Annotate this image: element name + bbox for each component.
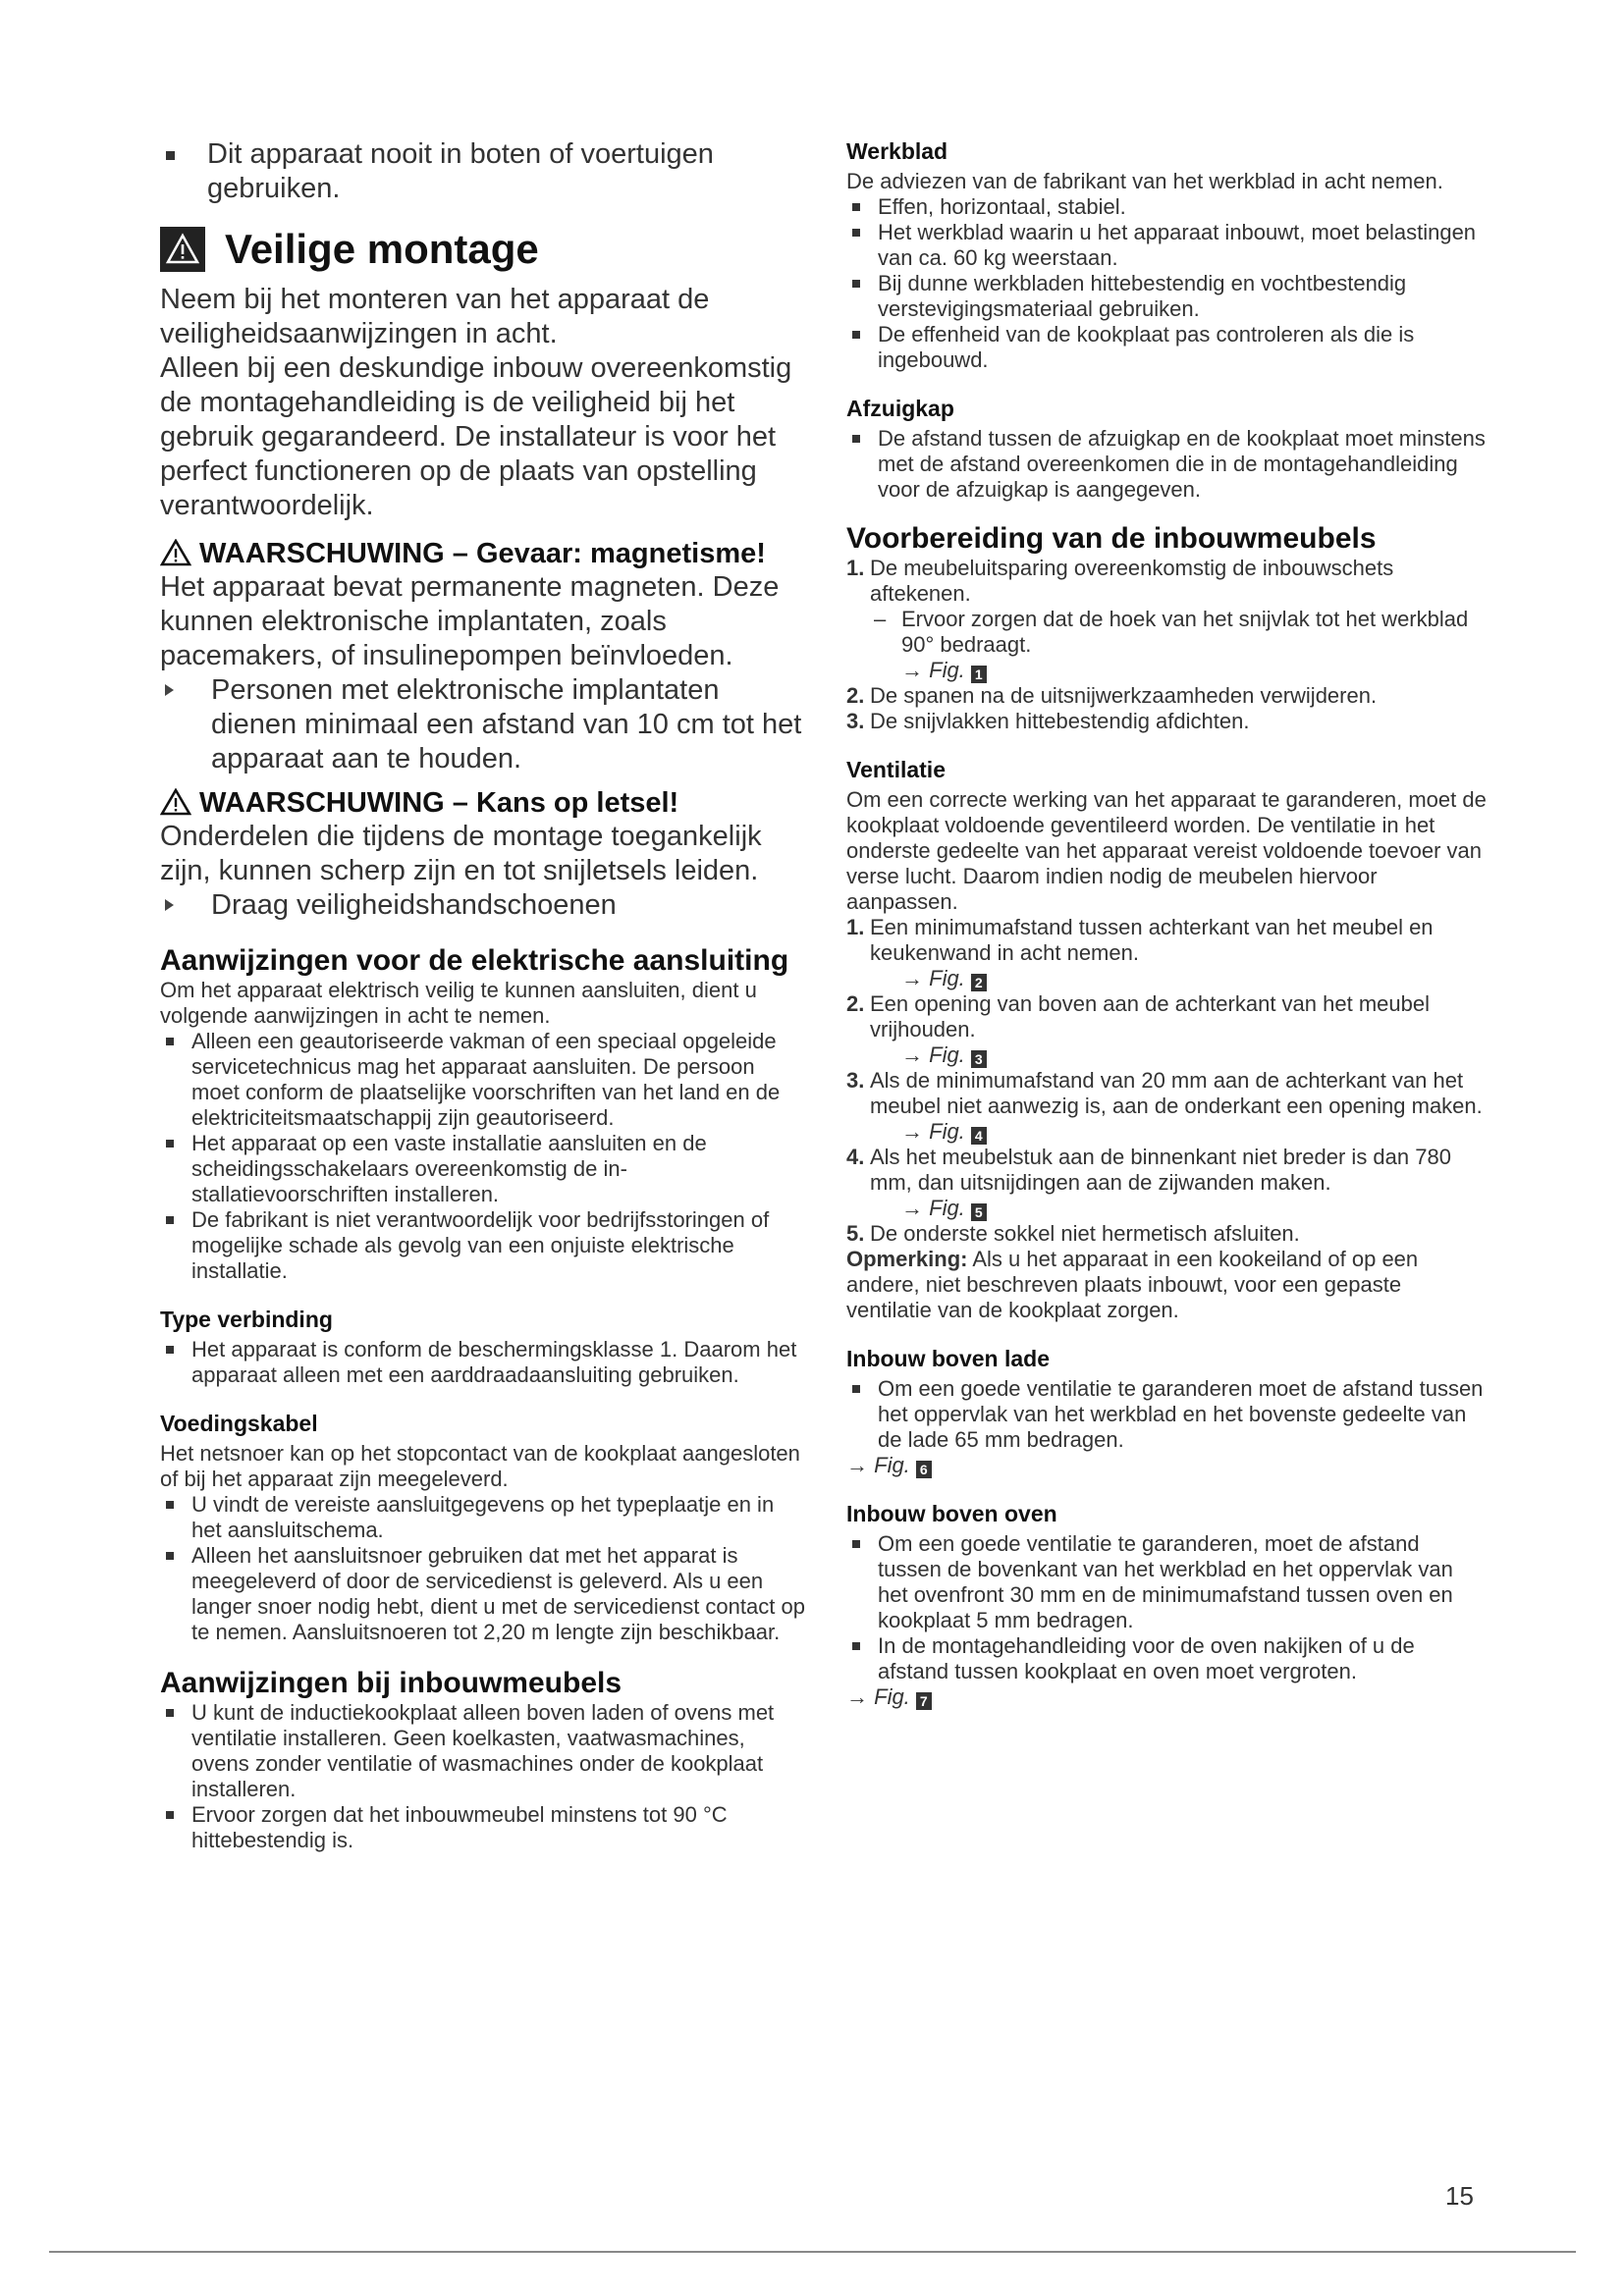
inbouwmeubels-heading: Aanwijzingen bij inbouwmeubels: [160, 1667, 623, 1699]
fig-label: Fig.: [874, 1453, 910, 1477]
list-item: De afstand tussen de afzuigkap en de kookplaat moet minstens met de afstand overeenkomen die in de montagehandleiding voor de afzuigkap is aangegeven.: [846, 426, 1487, 503]
warning-magnetisme-heading: [160, 537, 808, 570]
numbered-step: 3. Als de minimumafstand van 20 mm aan de achterkant van het meubel niet aanwezig is, aan de onderkant een opening maken.: [846, 1068, 1483, 1118]
step-text: Als het meubelstuk aan de binnenkant niet breder is dan 780 mm, dan uitsnijdingen aan de zijwanden maken.: [870, 1145, 1451, 1195]
paragraph: Om het apparaat elektrisch veilig te kunnen aansluiten, dient u volgende aanwijzingen in acht te nemen.: [160, 978, 757, 1028]
step-text: Als de minimumafstand van 20 mm aan de achterkant van het meubel niet aanwezig is, aan de onderkant een opening maken.: [870, 1068, 1483, 1118]
figure-number-badge: 1: [971, 666, 987, 683]
numbered-step: 4. Als het meubelstuk aan de binnenkant niet breder is dan 780 mm, dan uitsnijdingen aan de zijwanden maken.: [846, 1145, 1451, 1195]
paragraph: Alleen bij een deskundige inbouw overeenkomstig de montagehandleiding is de veiligheid bij het gebruik gegarandeerd. De installateur is voor het perfect functioneren op de plaats van opstelling verantwoordelijk.: [160, 352, 792, 521]
paragraph: Neem bij het monteren van het apparaat de veiligheidsaanwijzingen in acht.: [160, 284, 710, 349]
warning-triangle-icon: [160, 539, 191, 566]
warning-text: Het apparaat bevat permanente magneten. Deze kunnen elektronische implantaten, zoals pacemakers, of insulinepompen beïnvloeden.: [160, 571, 780, 671]
type-verbinding-heading: Type verbinding: [160, 1307, 333, 1332]
numbered-step: 1. Een minimumafstand tussen achterkant van het meubel en keukenwand in acht nemen.: [846, 915, 1434, 965]
list-item: Bij dunne werkbladen hittebestendig en vochtbestendig verstevigingsmateriaal gebruiken.: [846, 271, 1487, 322]
figure-reference: [846, 966, 1487, 991]
figure-reference: [846, 1119, 1487, 1145]
step-text: De onderste sokkel niet hermetisch afsluiten.: [870, 1221, 1300, 1246]
section-veilige-montage-heading: [160, 226, 808, 273]
list-item: Ervoor zorgen dat het inbouwmeubel minstens tot 90 °C hittebestendig is.: [160, 1802, 808, 1853]
action-text: Draag veiligheidshandschoenen: [211, 889, 617, 921]
figure-reference: [846, 1196, 1487, 1221]
warning-triangle-icon: [160, 788, 191, 816]
warning-letsel-heading: [160, 786, 808, 820]
note: [846, 1247, 1487, 1323]
voedingskabel-heading: Voedingskabel: [160, 1411, 318, 1436]
intro-bullet: Dit apparaat nooit in boten of voertuigen gebruiken.: [160, 137, 808, 206]
step-text: De spanen na de uitsnijwerkzaamheden verwijderen.: [870, 683, 1378, 708]
step-text: Een minimumafstand tussen achterkant van het meubel en keukenwand in acht nemen.: [870, 915, 1434, 965]
figure-number-badge: 3: [971, 1050, 987, 1068]
bottom-divider: [49, 2251, 1576, 2253]
numbered-step: 2. Een opening van boven aan de achterkant van het meubel vrijhouden.: [846, 991, 1430, 1041]
list-item: In de montagehandleiding voor de oven nakijken of u de afstand tussen kookplaat en oven moet vergroten.: [846, 1633, 1487, 1684]
arrow-icon: →: [901, 966, 923, 990]
list-item: De effenheid van de kookplaat pas controleren als die is ingebouwd.: [846, 322, 1487, 373]
section-title: Veilige montage: [225, 226, 539, 272]
list-item: Alleen het aansluitsnoer gebruiken dat met het apparat is meegeleverd of door de servicedienst is geleverd. Als u een langer snoer nodig hebt, dient u met de servicedienst contact op te nemen. Aansluitsnoeren tot 2,20 m lengte zijn beschikbaar.: [160, 1543, 808, 1645]
figure-number-badge: 2: [971, 974, 987, 991]
numbered-step: 2. De spanen na de uitsnijwerkzaamheden verwijderen.: [846, 683, 1378, 708]
list-item: Alleen een geautoriseerde vakman of een speciaal opgeleide servicetechnicus mag het apparaat aansluiten. De persoon moet conform de plaatselijke voorschriften van het land en de elektriciteitsmaatschappij zijn geautoriseerd.: [160, 1029, 808, 1131]
warning-title: WAARSCHUWING – Gevaar: magnetisme!: [199, 538, 766, 569]
paragraph: Om een correcte werking van het apparaat te garanderen, moet de kookplaat voldoende geventileerd worden. De ventilatie in het onderste gedeelte van het apparaat vereist voldoende toevoer van verse lucht. Daarom indien nodig de meubelen hiervoor aanpassen.: [846, 787, 1487, 914]
fig-label: Fig.: [929, 1119, 965, 1144]
list-item: Het apparaat op een vaste installatie aansluiten en de scheidingsschakelaars overeenkomstig de installatievoorschriften installeren.: [160, 1131, 808, 1207]
action-item: [160, 888, 808, 923]
fig-label: Fig.: [929, 1042, 965, 1067]
list-item: U kunt de inductiekookplaat alleen boven laden of ovens met ventilatie installeren. Geen koelkasten, vaatwasmachines, ovens zonder ventilatie of wasmachines onder de kookplaat installeren.: [160, 1700, 808, 1802]
warning-text: Onderdelen die tijdens de montage toegankelijk zijn, kunnen scherp zijn en tot snijletsels leiden.: [160, 821, 762, 886]
action-text: Personen met elektronische implantaten dienen minimaal een afstand van 10 cm tot het apparaat aan te houden.: [211, 674, 802, 774]
figure-reference: [846, 658, 1487, 683]
list-item: Om een goede ventilatie te garanderen, moet de afstand tussen de bovenkant van het werkblad en het oppervlak van het ovenfront 30 mm en de minimumafstand tussen oven en kookplaat 5 mm bedragen.: [846, 1531, 1487, 1633]
list-item: U vindt de vereiste aansluitgegevens op het typeplaatje en in het aansluitschema.: [160, 1492, 808, 1543]
arrow-icon: →: [846, 1684, 868, 1709]
inbouw-boven-oven-heading: Inbouw boven oven: [846, 1501, 1057, 1526]
figure-number-badge: 7: [916, 1692, 932, 1710]
ventilatie-heading: Ventilatie: [846, 757, 946, 782]
warning-icon: [160, 227, 205, 272]
figure-number-badge: 5: [971, 1203, 987, 1221]
warning-title: WAARSCHUWING – Kans op letsel!: [199, 787, 679, 819]
figure-number-badge: 6: [916, 1461, 932, 1478]
note-text: Als u het apparaat in een kookeiland of op een andere, niet beschreven plaats inbouwt, voor een gepaste ventilatie van de kookplaat zorgen.: [846, 1247, 1419, 1322]
right-column: [846, 137, 1487, 1710]
sub-step: – Ervoor zorgen dat de hoek van het snijvlak tot het werkblad 90° bedraagt.: [846, 607, 1487, 658]
page-number: 15: [1445, 2181, 1474, 2211]
arrow-icon: →: [901, 1119, 923, 1144]
step-text: De meubeluitsparing overeenkomstig de inbouwschets aftekenen.: [870, 556, 1394, 606]
list-item: Het werkblad waarin u het apparaat inbouwt, moet belastingen van ca. 60 kg weerstaan.: [846, 220, 1487, 271]
fig-label: Fig.: [874, 1684, 910, 1709]
figure-number-badge: 4: [971, 1127, 987, 1145]
fig-label: Fig.: [929, 658, 965, 682]
werkblad-heading: Werkblad: [846, 138, 948, 164]
numbered-step: 3. De snijvlakken hittebestendig afdichten.: [846, 709, 1250, 733]
figure-reference: [846, 1684, 1487, 1710]
elektrische-aansluiting-heading: Aanwijzingen voor de elektrische aansluiting: [160, 944, 789, 977]
numbered-step: 1. De meubeluitsparing overeenkomstig de inbouwschets aftekenen.: [846, 556, 1394, 606]
arrow-icon: →: [901, 658, 923, 682]
arrow-icon: →: [846, 1453, 868, 1477]
fig-label: Fig.: [929, 966, 965, 990]
paragraph: Het netsnoer kan op het stopcontact van de kookplaat aangesloten of bij het apparaat zijn meegeleverd.: [160, 1441, 800, 1491]
numbered-step: 5. De onderste sokkel niet hermetisch afsluiten.: [846, 1221, 1300, 1246]
list-item: De fabrikant is niet verantwoordelijk voor bedrijfsstoringen of mogelijke schade als gevolg van een onjuiste elektrische installatie.: [160, 1207, 808, 1284]
fig-label: Fig.: [929, 1196, 965, 1220]
step-text: De snijvlakken hittebestendig afdichten.: [870, 709, 1250, 733]
figure-reference: [846, 1453, 1487, 1478]
voorbereiding-heading: Voorbereiding van de inbouwmeubels: [846, 522, 1377, 555]
list-item: Het apparaat is conform de beschermingsklasse 1. Daarom het apparaat alleen met een aarddraadaansluiting gebruiken.: [160, 1337, 808, 1388]
arrow-icon: →: [901, 1196, 923, 1220]
note-label: Opmerking:: [846, 1247, 968, 1271]
step-text: Een opening van boven aan de achterkant van het meubel vrijhouden.: [870, 991, 1430, 1041]
inbouw-boven-lade-heading: Inbouw boven lade: [846, 1346, 1051, 1371]
list-item: Effen, horizontaal, stabiel.: [846, 194, 1487, 220]
figure-reference: [846, 1042, 1487, 1068]
arrow-icon: →: [901, 1042, 923, 1067]
list-item: Om een goede ventilatie te garanderen moet de afstand tussen het oppervlak van het werkblad en het bovenste gedeelte van de lade 65 mm bedragen.: [846, 1376, 1487, 1453]
paragraph: De adviezen van de fabrikant van het werkblad in acht nemen.: [846, 169, 1443, 193]
left-column: [160, 137, 808, 1853]
action-item: [160, 673, 808, 776]
afzuigkap-heading: Afzuigkap: [846, 396, 954, 421]
